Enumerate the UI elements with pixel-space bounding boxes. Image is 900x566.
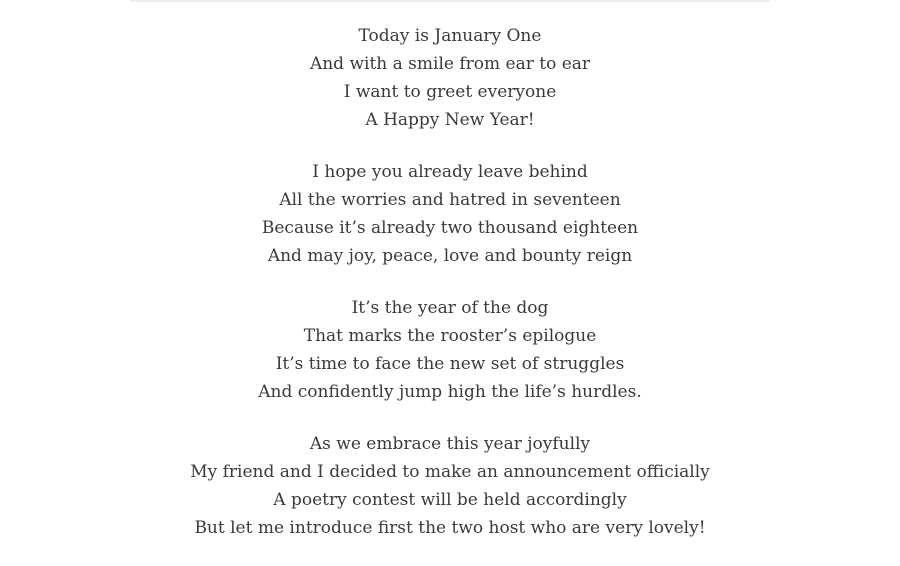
poem-line: All the worries and hatred in seventeen — [279, 190, 621, 210]
poem-line: As we embrace this year joyfully — [309, 434, 591, 454]
poem-line: That marks the rooster’s epilogue — [303, 326, 597, 346]
poem-line: And confidently jump high the life’s hurdles. — [258, 382, 642, 402]
stanza-3 — [0, 294, 900, 406]
poem-line: Today is January One — [358, 26, 542, 46]
poem-body — [0, 22, 900, 566]
poem-line: But let me introduce first the two host who are very lovely! — [194, 518, 706, 538]
stanza-2 — [0, 158, 900, 270]
stanza-4 — [0, 430, 900, 542]
poem-line: And with a smile from ear to ear — [309, 54, 591, 74]
poem-line: It’s the year of the dog — [351, 298, 549, 318]
poem-line: My friend and I decided to make an announcement officially — [190, 462, 710, 482]
poem-line: I hope you already leave behind — [312, 162, 588, 182]
stanza-1 — [0, 22, 900, 134]
poem-line: A Happy New Year! — [365, 110, 535, 130]
poem-line: A poetry contest will be held accordingly — [273, 490, 627, 510]
poem-line: It’s time to face the new set of struggles — [275, 354, 625, 374]
poem-line: I want to greet everyone — [343, 82, 557, 102]
top-divider — [130, 0, 770, 2]
poem-line: Because it’s already two thousand eighteen — [261, 218, 639, 238]
poem-line: And may joy, peace, love and bounty reign — [267, 246, 633, 266]
